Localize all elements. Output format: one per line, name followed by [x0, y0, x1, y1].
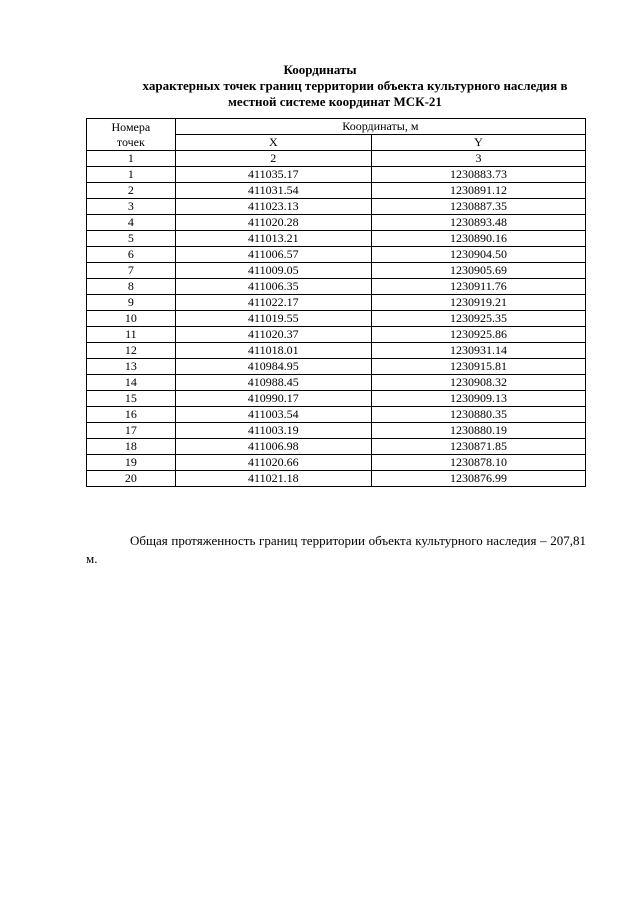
- table-row: [87, 183, 586, 199]
- point-number-cell: 9: [87, 295, 176, 311]
- x-coordinate-cell: 411035.17: [175, 167, 371, 183]
- header-point-numbers-line1: Номера: [111, 119, 151, 134]
- x-coordinate-cell: 411021.18: [175, 471, 371, 487]
- y-coordinate-cell: 1230905.69: [371, 263, 585, 279]
- y-coordinate-cell: 1230880.35: [371, 407, 585, 423]
- point-number-cell: 15: [87, 391, 176, 407]
- table-row: [87, 455, 586, 471]
- y-coordinate-cell: 1230919.21: [371, 295, 585, 311]
- y-coordinate-cell: 1230878.10: [371, 455, 585, 471]
- point-number-cell: 8: [87, 279, 176, 295]
- y-coordinate-cell: 1230904.50: [371, 247, 585, 263]
- point-number-cell: 17: [87, 423, 176, 439]
- table-row: [87, 327, 586, 343]
- x-coordinate-cell: 411006.35: [175, 279, 371, 295]
- point-number-cell: 18: [87, 439, 176, 455]
- table-row: [87, 359, 586, 375]
- table-row: [87, 471, 586, 487]
- y-coordinate-cell: 1230871.85: [371, 439, 585, 455]
- table-row: [87, 263, 586, 279]
- table-row: [87, 391, 586, 407]
- y-coordinate-cell: 1230915.81: [371, 359, 585, 375]
- x-coordinate-cell: 411022.17: [175, 295, 371, 311]
- table-row: [87, 375, 586, 391]
- document-title: [0, 62, 640, 110]
- point-number-cell: 20: [87, 471, 176, 487]
- x-coordinate-cell: 411018.01: [175, 343, 371, 359]
- x-coordinate-cell: 411003.54: [175, 407, 371, 423]
- y-coordinate-cell: 1230925.86: [371, 327, 585, 343]
- x-coordinate-cell: 410984.95: [175, 359, 371, 375]
- y-coordinate-cell: 1230893.48: [371, 215, 585, 231]
- y-coordinate-cell: 1230925.35: [371, 311, 585, 327]
- x-coordinate-cell: 411006.57: [175, 247, 371, 263]
- table-row: [87, 343, 586, 359]
- table-row: [87, 439, 586, 455]
- y-coordinate-cell: 1230908.32: [371, 375, 585, 391]
- x-coordinate-cell: 411023.13: [175, 199, 371, 215]
- x-coordinate-cell: 411019.55: [175, 311, 371, 327]
- table-row: [87, 215, 586, 231]
- table-row: [87, 167, 586, 183]
- x-coordinate-cell: 410988.45: [175, 375, 371, 391]
- header-point-numbers: [87, 119, 176, 151]
- header-coordinates: Координаты, м: [175, 119, 585, 135]
- point-number-cell: 14: [87, 375, 176, 391]
- x-coordinate-cell: 411003.19: [175, 423, 371, 439]
- point-number-cell: 11: [87, 327, 176, 343]
- coordinates-table-body: [87, 119, 586, 487]
- x-coordinate-cell: 411006.98: [175, 439, 371, 455]
- table-row: [87, 279, 586, 295]
- coordinates-table: [86, 118, 586, 487]
- table-row: [87, 295, 586, 311]
- y-coordinate-cell: 1230887.35: [371, 199, 585, 215]
- point-number-cell: 2: [87, 183, 176, 199]
- table-row: [87, 231, 586, 247]
- y-coordinate-cell: 1230876.99: [371, 471, 585, 487]
- x-coordinate-cell: 411020.37: [175, 327, 371, 343]
- x-coordinate-cell: 411031.54: [175, 183, 371, 199]
- table-row: [87, 407, 586, 423]
- point-number-cell: 12: [87, 343, 176, 359]
- point-number-cell: 7: [87, 263, 176, 279]
- table-row: [87, 199, 586, 215]
- x-coordinate-cell: 411020.28: [175, 215, 371, 231]
- table-row: [87, 311, 586, 327]
- point-number-cell: 6: [87, 247, 176, 263]
- column-number-row: [87, 151, 586, 167]
- point-number-cell: 3: [87, 199, 176, 215]
- point-number-cell: 19: [87, 455, 176, 471]
- header-row-1: [87, 119, 586, 135]
- x-coordinate-cell: 411020.66: [175, 455, 371, 471]
- point-number-cell: 5: [87, 231, 176, 247]
- point-number-cell: 1: [87, 167, 176, 183]
- title-line-1: Координаты: [283, 62, 357, 77]
- point-number-cell: 13: [87, 359, 176, 375]
- y-coordinate-cell: 1230911.76: [371, 279, 585, 295]
- column-number-2: 2: [175, 151, 371, 167]
- y-coordinate-cell: 1230883.73: [371, 167, 585, 183]
- y-coordinate-cell: 1230890.16: [371, 231, 585, 247]
- summary-text: Общая протяженность границ территории объекта культурного наследия – 207,81 м.: [86, 533, 586, 566]
- x-coordinate-cell: 411009.05: [175, 263, 371, 279]
- column-number-3: 3: [371, 151, 585, 167]
- y-coordinate-cell: 1230891.12: [371, 183, 585, 199]
- title-line-2: характерных точек границ территории объекта культурного наследия в: [142, 78, 568, 93]
- column-number-1: 1: [87, 151, 176, 167]
- header-y: Y: [371, 135, 585, 151]
- y-coordinate-cell: 1230909.13: [371, 391, 585, 407]
- x-coordinate-cell: 410990.17: [175, 391, 371, 407]
- table-row: [87, 247, 586, 263]
- header-point-numbers-line2: точек: [116, 134, 145, 149]
- table-row: [87, 423, 586, 439]
- header-x: X: [175, 135, 371, 151]
- point-number-cell: 10: [87, 311, 176, 327]
- y-coordinate-cell: 1230931.14: [371, 343, 585, 359]
- point-number-cell: 4: [87, 215, 176, 231]
- x-coordinate-cell: 411013.21: [175, 231, 371, 247]
- point-number-cell: 16: [87, 407, 176, 423]
- title-line-3: местной системе координат МСК-21: [228, 94, 442, 109]
- y-coordinate-cell: 1230880.19: [371, 423, 585, 439]
